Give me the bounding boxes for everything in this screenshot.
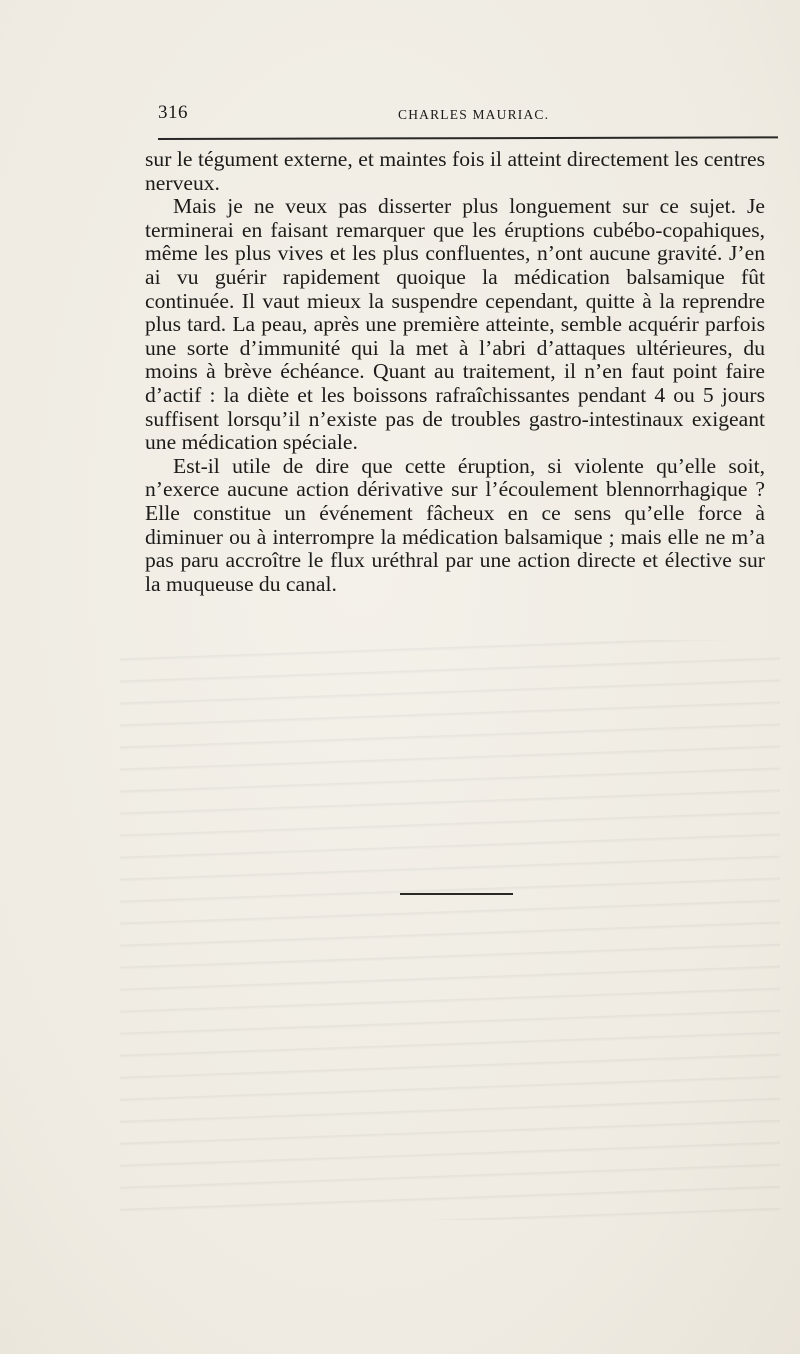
paragraph-derivative-action: Est-il utile de dire que cette éruption, si violente qu’elle soit, n’exerce aucune action dérivative sur l’écoulement blennorrhagique ? Elle constitue un événement fâcheux en ce sens qu’elle force à diminuer ou à interrompre la médication balsamique ; mais elle ne m’a pas paru accroître le flux uréthral par une action directe et élective sur la muqueuse du canal.	[145, 453, 765, 596]
page-header	[158, 102, 758, 126]
show-through-bleed	[120, 640, 780, 1220]
body-text	[145, 148, 765, 596]
paragraph-gravity: Mais je ne veux pas disserter plus longuement sur ce sujet. Je terminerai en faisant remarquer que les éruptions cubébo-copahiques, même les plus vives et les plus confluentes, n’ont aucune gravité. J’en ai vu guérir rapidement quoique la médication balsamique fût continuée. Il vaut mieux la suspendre cependant, quitte à la reprendre plus tard. La peau, après une première atteinte, semble acquérir parfois une sorte d’immunité qui la met à l’abri d’attaques ultérieures, du moins à brève échéance. Quant au traitement, il n’en faut point faire d’actif : la diète et les boissons rafraîchissantes pendant 4 ou 5 jours suffisent lorsqu’il n’existe pas de troubles gastro-intestinaux exigeant une médication spéciale.	[145, 194, 765, 455]
page-number: 316	[158, 102, 188, 123]
header-rule	[158, 136, 778, 140]
running-head: CHARLES MAURIAC.	[398, 107, 550, 122]
section-end-rule	[400, 893, 513, 895]
paragraph-continuation: sur le tégument externe, et maintes fois il atteint directement les centres nerveux.	[145, 147, 765, 195]
